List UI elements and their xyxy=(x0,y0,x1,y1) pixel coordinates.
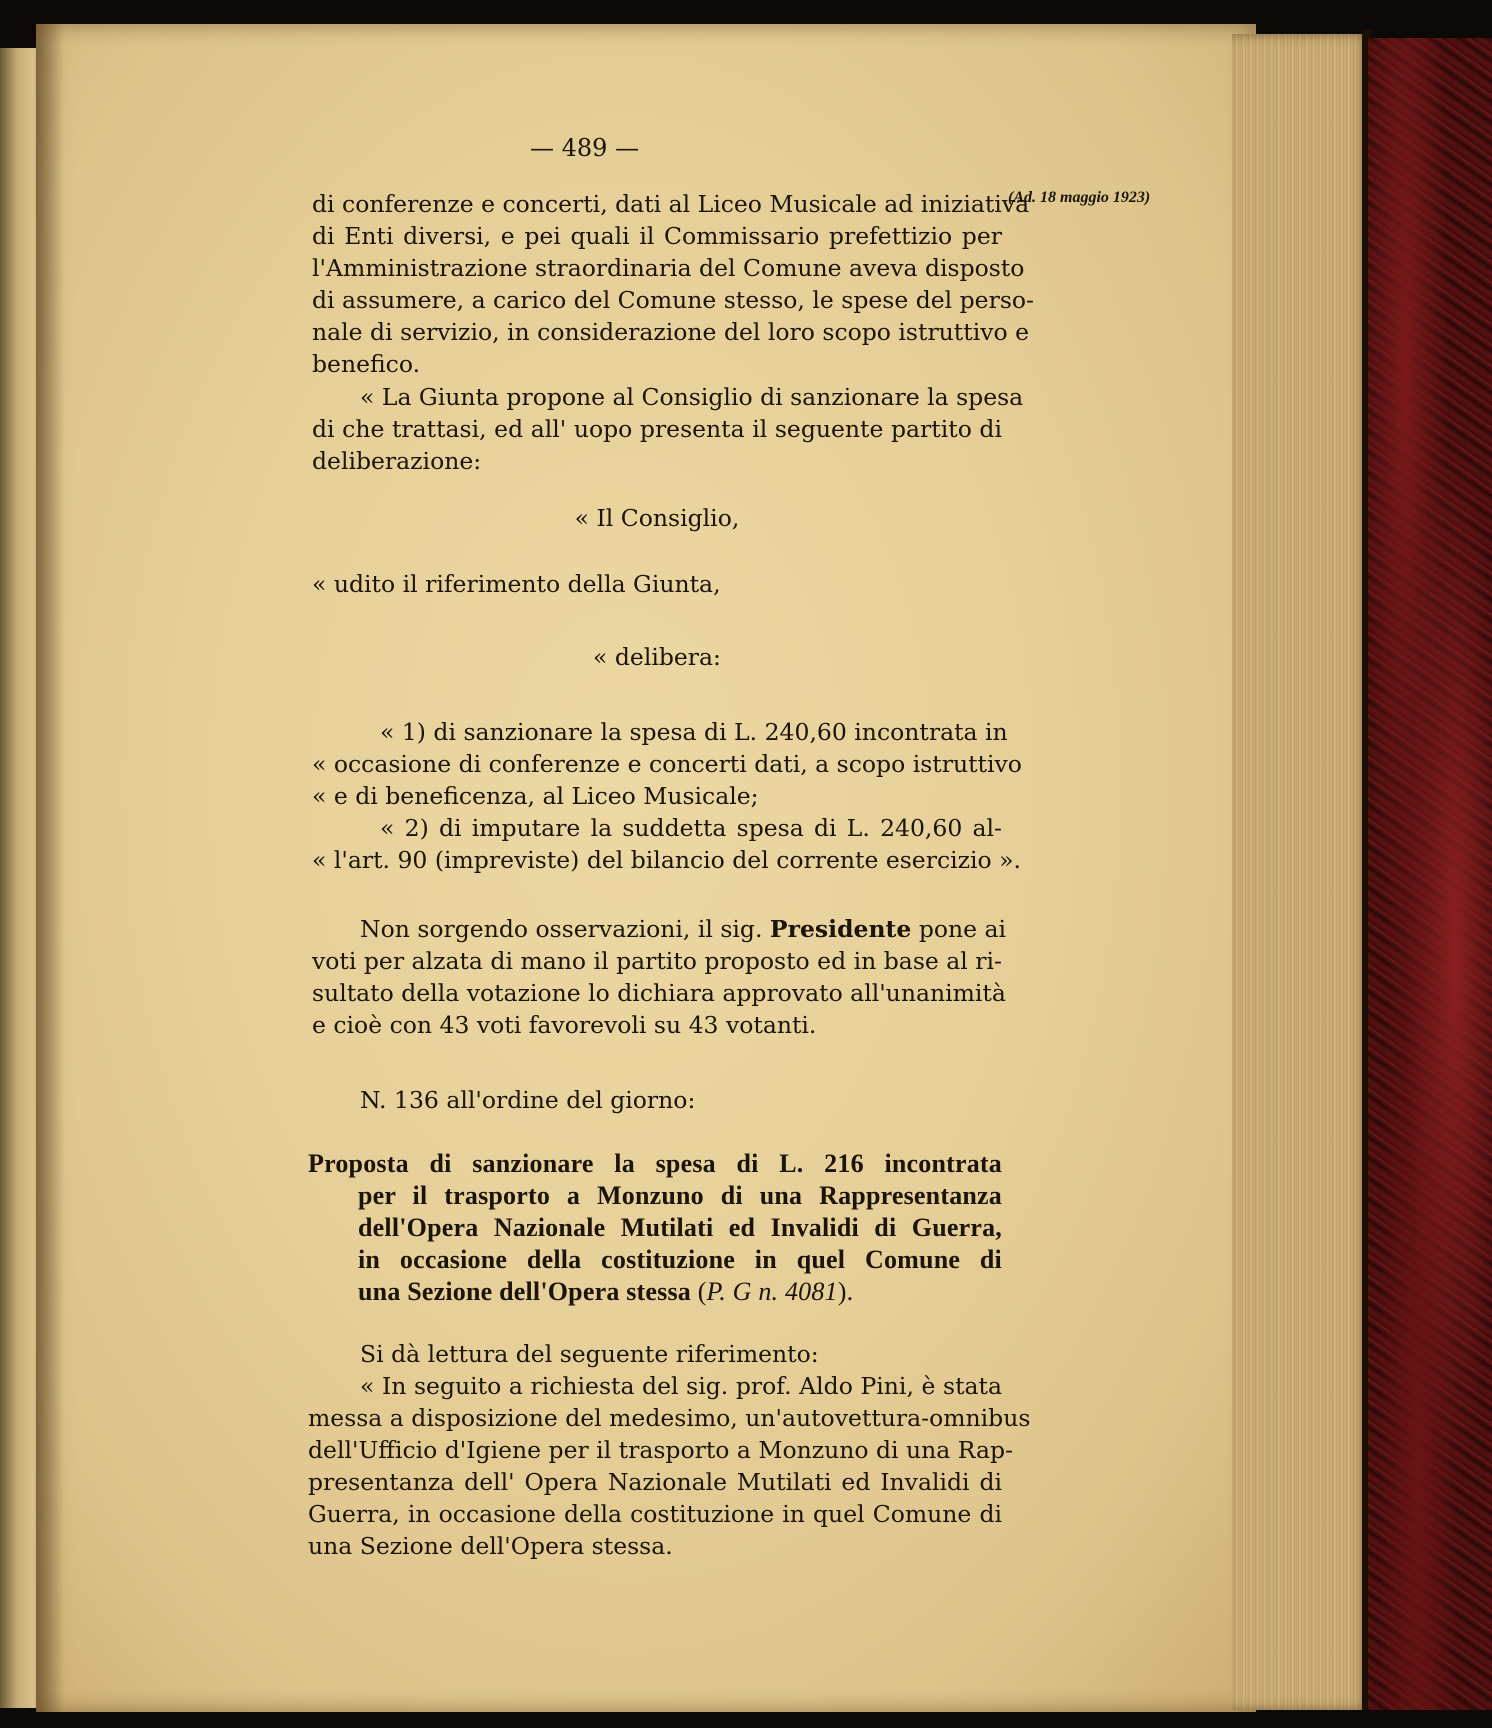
text-line: dell'Ufficio d'Igiene per il trasporto a Monzuno di una Rap- xyxy=(308,1436,1014,1464)
heading-line: in occasione della costituzione in quel Comune di xyxy=(358,1245,1002,1274)
proposal-heading xyxy=(308,1148,1002,1308)
delibera-line: « delibera: xyxy=(593,643,721,671)
heading-line: dell'Opera Nazionale Mutilati ed Invalidi di Guerra, xyxy=(358,1213,1002,1242)
text-line: di che trattasi, ed all' uopo presenta il seguente partito di xyxy=(312,415,1002,443)
text-line: voti per alzata di mano il partito proposto ed in base al ri- xyxy=(312,947,1002,975)
reading-intro: Si dà lettura del seguente riferimento: xyxy=(360,1340,819,1368)
gutter-shadow xyxy=(36,24,64,1712)
text-line: e cioè con 43 voti favorevoli su 43 votanti. xyxy=(312,1011,817,1039)
text-line: di Enti diversi, e pei quali il Commissario prefettizio per xyxy=(312,222,1002,250)
text-line: messa a disposizione del medesimo, un'autovettura-omnibus xyxy=(308,1404,1031,1432)
text-line: benefico. xyxy=(312,350,421,378)
udito-line: « udito il riferimento della Giunta, xyxy=(312,570,721,598)
consiglio-line: « Il Consiglio, xyxy=(574,504,740,532)
protocol-reference: P. G n. 4081 xyxy=(706,1277,838,1306)
page-number: — 489 — xyxy=(530,134,640,162)
text-line: Non sorgendo osservazioni, il sig. Presidente pone ai xyxy=(360,915,1007,943)
deliberation-item-1 xyxy=(312,716,1022,812)
text-line: Guerra, in occasione della costituzione in quel Comune di xyxy=(308,1500,1002,1528)
text-line: « 1) di sanzionare la spesa di L. 240,60 incontrata in xyxy=(380,718,1008,746)
text-line: deliberazione: xyxy=(312,447,482,475)
heading-line: una Sezione dell'Opera stessa (P. G n. 4081). xyxy=(358,1277,854,1306)
margin-date-note: (Ad. 18 maggio 1923) xyxy=(1008,189,1151,206)
text-line: « 2) di imputare la suddetta spesa di L. 240,60 al- xyxy=(380,814,1002,842)
text-line: nale di servizio, in considerazione del loro scopo istruttivo e xyxy=(312,318,1030,346)
presidente-label: Presidente xyxy=(769,915,912,943)
text-line: di assumere, a carico del Comune stesso, le spese del perso- xyxy=(312,286,1034,314)
heading-line: per il trasporto a Monzuno di una Rappresentanza xyxy=(358,1181,1002,1210)
text-line: « e di beneficenza, al Liceo Musicale; xyxy=(312,782,759,810)
paragraph-vote xyxy=(312,913,1007,1041)
paragraph-opening xyxy=(312,188,1034,380)
heading-line: Proposta di sanzionare la spesa di L. 216 incontrata xyxy=(308,1149,1002,1178)
text-line: « La Giunta propone al Consiglio di sanzionare la spesa xyxy=(360,383,1024,411)
text-line: sultato della votazione lo dichiara approvato all'unanimità xyxy=(312,979,1006,1007)
text-line: l'Amministrazione straordinaria del Comune aveva disposto xyxy=(312,254,1025,282)
agenda-item: N. 136 all'ordine del giorno: xyxy=(360,1086,696,1114)
text-line: una Sezione dell'Opera stessa. xyxy=(308,1532,673,1560)
paragraph-reference xyxy=(308,1370,1031,1562)
text-line: di conferenze e concerti, dati al Liceo Musicale ad iniziativa xyxy=(312,190,1030,218)
text-line: « In seguito a richiesta del sig. prof. Aldo Pini, è stata xyxy=(360,1372,1002,1400)
paragraph-giunta-proposal xyxy=(312,381,1024,477)
text-line: presentanza dell' Opera Nazionale Mutilati ed Invalidi di xyxy=(308,1468,1002,1496)
deliberation-item-2 xyxy=(312,812,1021,876)
marbled-cover xyxy=(1368,38,1492,1710)
page-block-edges xyxy=(1232,34,1372,1710)
text-line: « occasione di conferenze e concerti dati, a scopo istruttivo xyxy=(312,750,1022,778)
text-line: « l'art. 90 (impreviste) del bilancio del corrente esercizio ». xyxy=(312,846,1021,874)
